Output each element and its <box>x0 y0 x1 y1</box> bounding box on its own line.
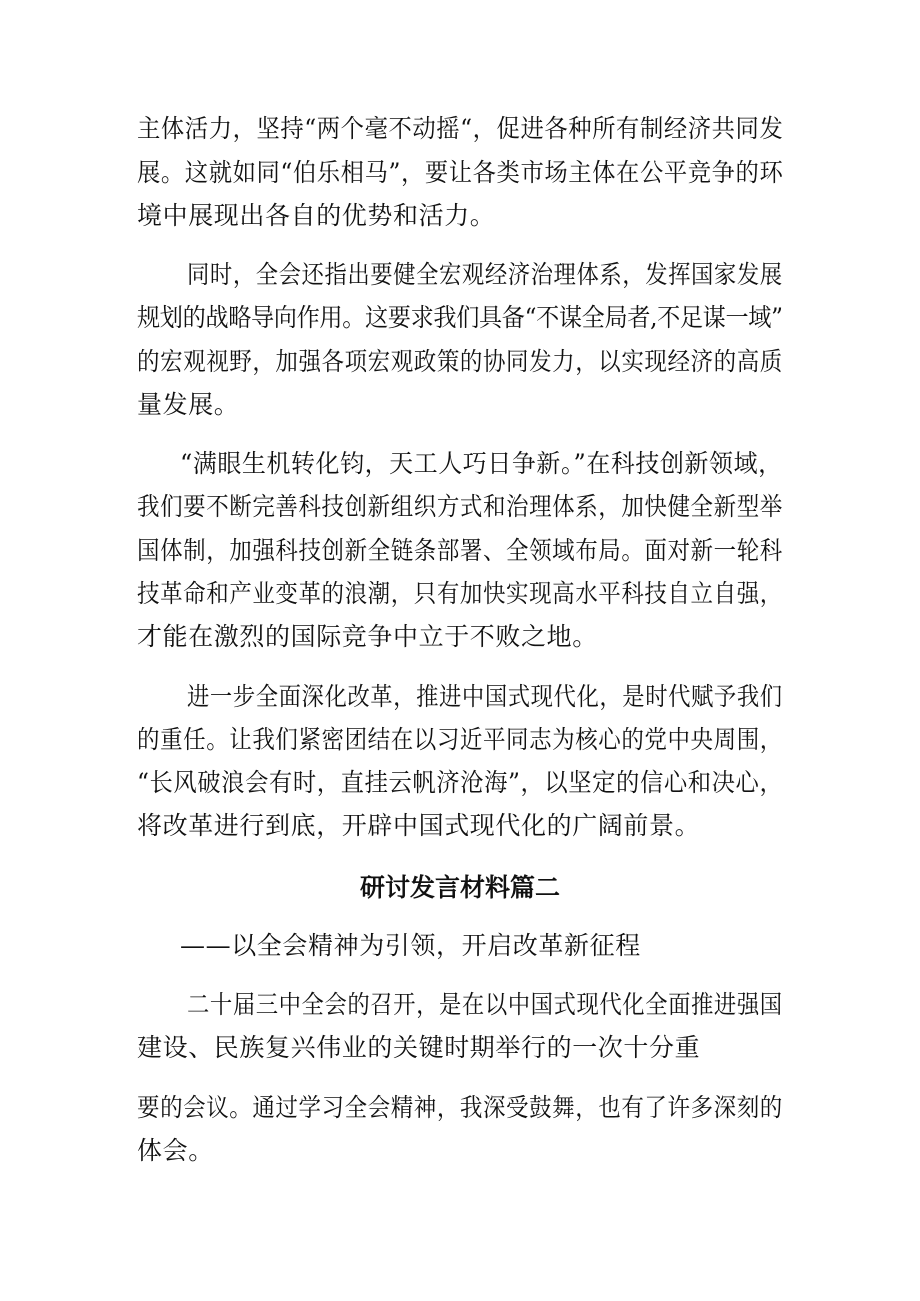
paragraph-line: 同时，全会还指出要健全宏观经济治理体系，发挥国家发展 <box>187 260 783 289</box>
subtitle: ——以全会精神为引领，开启改革新征程 <box>180 931 641 960</box>
paragraph-line: 的重任。让我们紧密团结在以习近平同志为核心的党中央周围， <box>137 725 783 754</box>
paragraph-line: 主体活力，坚持“两个毫不动摇“，促进各种所有制经济共同发 <box>137 114 784 143</box>
paragraph-line: 境中展现出各自的优势和活力。 <box>137 201 496 230</box>
paragraph-line: 量发展。 <box>137 390 240 419</box>
paragraph-line: 将改革进行到底，开辟中国式现代化的广阔前景。 <box>137 811 701 840</box>
paragraph-line: 要的会议。通过学习全会精神，我深受鼓舞，也有了许多深刻的 <box>137 1093 783 1122</box>
paragraph-line: “长风破浪会有时，直挂云帆济沧海”，以坚定的信心和决心， <box>137 768 784 797</box>
section-title: 研讨发言材料篇二 <box>359 873 560 902</box>
paragraph-line: 的宏观视野，加强各项宏观政策的协同发力，以实现经济的高质 <box>137 347 783 376</box>
paragraph-line: 我们要不断完善科技创新组织方式和治理体系，加快健全新型举 <box>137 492 783 521</box>
paragraph-line: 体会。 <box>137 1136 214 1165</box>
paragraph-line: 规划的战略导向作用。这要求我们具备“不谋全局者,不足谋一域” <box>137 303 783 332</box>
paragraph-line: 二十届三中全会的召开，是在以中国式现代化全面推进强国 <box>187 990 783 1019</box>
paragraph-line: 展。这就如同“伯乐相马”，要让各类市场主体在公平竞争的环 <box>137 158 784 187</box>
paragraph-line: 才能在激烈的国际竞争中立于不败之地。 <box>137 622 598 651</box>
paragraph-line: 技革命和产业变革的浪潮，只有加快实现高水平科技自立自强， <box>137 579 783 608</box>
paragraph-line: 建设、民族复兴伟业的关键时期举行的一次十分重 <box>137 1033 701 1062</box>
paragraph-line: “满眼生机转化钧，天工人巧日争新。”在科技创新领域， <box>180 449 783 478</box>
paragraph-line: 国体制，加强科技创新全链条部署、全领域布局。面对新一轮科 <box>137 536 783 565</box>
paragraph-line: 进一步全面深化改革，推进中国式现代化，是时代赋予我们 <box>187 682 783 711</box>
